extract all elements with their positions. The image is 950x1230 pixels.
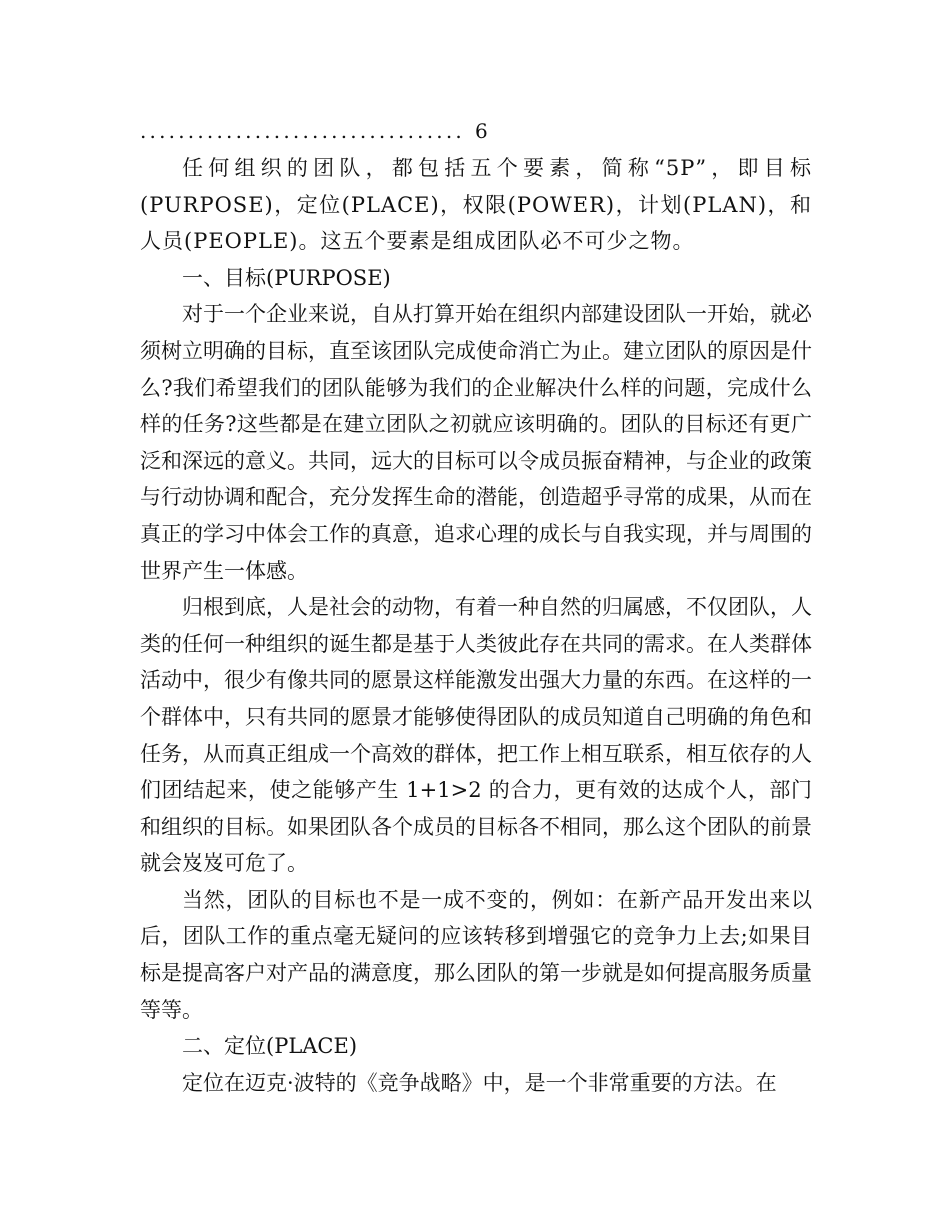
purpose-paragraph-1: 对于一个企业来说，自从打算开始在组织内部建设团队一开始，就必须树立明确的目标，直至该团队完成使命消亡为止。建立团队的原因是什么?我们希望我们的团队能够为我们的企业解决什么样的问题，完成什么样的任务?这些都是在建立团队之初就应该明确的。团队的目标还有更广泛和深远的意义。共同，远大的目标可以令成员振奋精神，与企业的政策与行动协调和配合，充分发挥生命的潜能，创造超乎寻常的成果，从而在真正的学习中体会工作的真意，追求心理的成长与自我实现，并与周围的世界产生一体感。 — [140, 302, 812, 583]
place-paragraph-1: 定位在迈克·波特的《竞争战略》中，是一个非常重要的方法。在 — [182, 1070, 777, 1095]
intro-paragraph: 任何组织的团队，都包括五个要素，简称“5P”，即目标(PURPOSE)，定位(PLACE)，权限(POWER)，计划(PLAN)，和人员(PEOPLE)。这五个要素是组成团队必不可少之物。 — [140, 156, 812, 254]
toc-page-number: 6 — [474, 119, 488, 143]
toc-entry — [140, 116, 840, 146]
purpose-paragraph-3: 当然，团队的目标也不是一成不变的，例如：在新产品开发出来以后，团队工作的重点毫无疑问的应该转移到增强它的竞争力上去;如果目标是提高客户对产品的满意度，那么团队的第一步就是如何提高服务质量等等。 — [140, 887, 812, 1022]
section-heading-purpose: 一、目标(PURPOSE) — [182, 265, 391, 290]
toc-leader-dots: .................................. — [140, 119, 465, 143]
document-body — [140, 150, 812, 1101]
purpose-paragraph-2: 归根到底，人是社会的动物，有着一种自然的归属感，不仅团队，人类的任何一种组织的诞生都是基于人类彼此存在共同的需求。在人类群体活动中，很少有像共同的愿景这样能激发出强大力量的东西。在这样的一个群体中，只有共同的愿景才能够使得团队的成员知道自己明确的角色和任务，从而真正组成一个高效的群体，把工作上相互联系，相互依存的人们团结起来，使之能够产生 1+1>2 的合力，更有效的达成个人，部门和组织的目标。如果团队各个成员的目标各不相同，那么这个团队的前景就会岌岌可危了。 — [140, 595, 812, 876]
section-heading-place: 二、定位(PLACE) — [182, 1034, 358, 1059]
